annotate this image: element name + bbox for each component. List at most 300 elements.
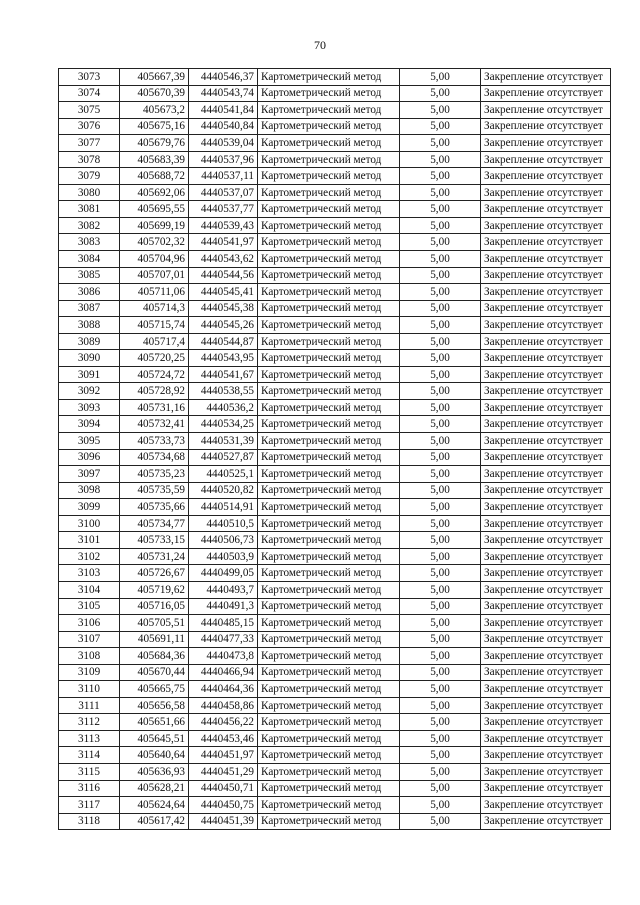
point-number-cell: 3113 — [59, 730, 120, 747]
point-number-cell: 3116 — [59, 780, 120, 797]
accuracy-cell: 5,00 — [400, 548, 481, 565]
fixing-description-cell: Закрепление отсутствует — [481, 85, 611, 102]
table-row — [59, 383, 611, 400]
point-number-cell: 3078 — [59, 151, 120, 168]
point-number-cell: 3075 — [59, 102, 120, 119]
x-coordinate-cell: 405704,96 — [120, 251, 189, 268]
fixing-description-cell: Закрепление отсутствует — [481, 581, 611, 598]
x-coordinate-cell: 405683,39 — [120, 151, 189, 168]
method-cell: Картометрический метод — [258, 763, 400, 780]
table-row — [59, 217, 611, 234]
table-row — [59, 69, 611, 86]
y-coordinate-cell: 4440514,91 — [189, 499, 258, 516]
accuracy-cell: 5,00 — [400, 366, 481, 383]
y-coordinate-cell: 4440485,15 — [189, 615, 258, 632]
page-number: 70 — [314, 38, 326, 52]
x-coordinate-cell: 405636,93 — [120, 763, 189, 780]
table-row — [59, 284, 611, 301]
x-coordinate-cell: 405731,16 — [120, 399, 189, 416]
table-row — [59, 631, 611, 648]
fixing-description-cell: Закрепление отсутствует — [481, 763, 611, 780]
y-coordinate-cell: 4440539,04 — [189, 135, 258, 152]
table-row — [59, 466, 611, 483]
fixing-description-cell: Закрепление отсутствует — [481, 797, 611, 814]
point-number-cell: 3091 — [59, 366, 120, 383]
fixing-description-cell: Закрепление отсутствует — [481, 565, 611, 582]
point-number-cell: 3076 — [59, 118, 120, 135]
table-row — [59, 780, 611, 797]
x-coordinate-cell: 405734,77 — [120, 515, 189, 532]
fixing-description-cell: Закрепление отсутствует — [481, 714, 611, 731]
fixing-description-cell: Закрепление отсутствует — [481, 267, 611, 284]
point-number-cell: 3096 — [59, 449, 120, 466]
table-row — [59, 168, 611, 185]
accuracy-cell: 5,00 — [400, 515, 481, 532]
accuracy-cell: 5,00 — [400, 532, 481, 549]
fixing-description-cell: Закрепление отсутствует — [481, 69, 611, 86]
accuracy-cell: 5,00 — [400, 714, 481, 731]
point-number-cell: 3079 — [59, 168, 120, 185]
x-coordinate-cell: 405719,62 — [120, 581, 189, 598]
accuracy-cell: 5,00 — [400, 664, 481, 681]
fixing-description-cell: Закрепление отсутствует — [481, 201, 611, 218]
point-number-cell: 3081 — [59, 201, 120, 218]
x-coordinate-cell: 405711,06 — [120, 284, 189, 301]
y-coordinate-cell: 4440540,84 — [189, 118, 258, 135]
accuracy-cell: 5,00 — [400, 631, 481, 648]
method-cell: Картометрический метод — [258, 217, 400, 234]
accuracy-cell: 5,00 — [400, 780, 481, 797]
x-coordinate-cell: 405724,72 — [120, 366, 189, 383]
fixing-description-cell: Закрепление отсутствует — [481, 383, 611, 400]
y-coordinate-cell: 4440450,71 — [189, 780, 258, 797]
point-number-cell: 3092 — [59, 383, 120, 400]
fixing-description-cell: Закрепление отсутствует — [481, 664, 611, 681]
point-number-cell: 3118 — [59, 813, 120, 830]
method-cell: Картометрический метод — [258, 747, 400, 764]
fixing-description-cell: Закрепление отсутствует — [481, 151, 611, 168]
method-cell: Картометрический метод — [258, 234, 400, 251]
y-coordinate-cell: 4440544,87 — [189, 333, 258, 350]
table-row — [59, 151, 611, 168]
method-cell: Картометрический метод — [258, 85, 400, 102]
y-coordinate-cell: 4440493,7 — [189, 581, 258, 598]
method-cell: Картометрический метод — [258, 449, 400, 466]
y-coordinate-cell: 4440541,67 — [189, 366, 258, 383]
method-cell: Картометрический метод — [258, 499, 400, 516]
x-coordinate-cell: 405691,11 — [120, 631, 189, 648]
accuracy-cell: 5,00 — [400, 284, 481, 301]
y-coordinate-cell: 4440537,07 — [189, 184, 258, 201]
accuracy-cell: 5,00 — [400, 813, 481, 830]
method-cell: Картометрический метод — [258, 697, 400, 714]
point-number-cell: 3103 — [59, 565, 120, 582]
fixing-description-cell: Закрепление отсутствует — [481, 747, 611, 764]
fixing-description-cell: Закрепление отсутствует — [481, 433, 611, 450]
accuracy-cell: 5,00 — [400, 763, 481, 780]
accuracy-cell: 5,00 — [400, 433, 481, 450]
y-coordinate-cell: 4440543,74 — [189, 85, 258, 102]
fixing-description-cell: Закрепление отсутствует — [481, 449, 611, 466]
x-coordinate-cell: 405726,67 — [120, 565, 189, 582]
point-number-cell: 3101 — [59, 532, 120, 549]
point-number-cell: 3083 — [59, 234, 120, 251]
method-cell: Картометрический метод — [258, 350, 400, 367]
accuracy-cell: 5,00 — [400, 565, 481, 582]
y-coordinate-cell: 4440545,41 — [189, 284, 258, 301]
x-coordinate-cell: 405673,2 — [120, 102, 189, 119]
table-row — [59, 184, 611, 201]
accuracy-cell: 5,00 — [400, 499, 481, 516]
point-number-cell: 3114 — [59, 747, 120, 764]
x-coordinate-cell: 405707,01 — [120, 267, 189, 284]
accuracy-cell: 5,00 — [400, 201, 481, 218]
x-coordinate-cell: 405670,39 — [120, 85, 189, 102]
fixing-description-cell: Закрепление отсутствует — [481, 648, 611, 665]
table-row — [59, 482, 611, 499]
x-coordinate-cell: 405684,36 — [120, 648, 189, 665]
y-coordinate-cell: 4440451,39 — [189, 813, 258, 830]
method-cell: Картометрический метод — [258, 581, 400, 598]
y-coordinate-cell: 4440458,86 — [189, 697, 258, 714]
table-row — [59, 201, 611, 218]
fixing-description-cell: Закрепление отсутствует — [481, 168, 611, 185]
x-coordinate-cell: 405735,66 — [120, 499, 189, 516]
x-coordinate-cell: 405733,15 — [120, 532, 189, 549]
table-row — [59, 135, 611, 152]
accuracy-cell: 5,00 — [400, 747, 481, 764]
accuracy-cell: 5,00 — [400, 416, 481, 433]
table-row — [59, 797, 611, 814]
method-cell: Картометрический метод — [258, 648, 400, 665]
accuracy-cell: 5,00 — [400, 681, 481, 698]
table-row — [59, 813, 611, 830]
x-coordinate-cell: 405715,74 — [120, 317, 189, 334]
method-cell: Картометрический метод — [258, 151, 400, 168]
accuracy-cell: 5,00 — [400, 730, 481, 747]
fixing-description-cell: Закрепление отсутствует — [481, 615, 611, 632]
fixing-description-cell: Закрепление отсутствует — [481, 350, 611, 367]
y-coordinate-cell: 4440525,1 — [189, 466, 258, 483]
table-row — [59, 433, 611, 450]
accuracy-cell: 5,00 — [400, 598, 481, 615]
point-number-cell: 3084 — [59, 251, 120, 268]
x-coordinate-cell: 405624,64 — [120, 797, 189, 814]
method-cell: Картометрический метод — [258, 201, 400, 218]
fixing-description-cell: Закрепление отсутствует — [481, 499, 611, 516]
accuracy-cell: 5,00 — [400, 168, 481, 185]
y-coordinate-cell: 4440531,39 — [189, 433, 258, 450]
x-coordinate-cell: 405731,24 — [120, 548, 189, 565]
point-number-cell: 3108 — [59, 648, 120, 665]
table-row — [59, 251, 611, 268]
y-coordinate-cell: 4440451,97 — [189, 747, 258, 764]
fixing-description-cell: Закрепление отсутствует — [481, 631, 611, 648]
fixing-description-cell: Закрепление отсутствует — [481, 366, 611, 383]
accuracy-cell: 5,00 — [400, 300, 481, 317]
y-coordinate-cell: 4440520,82 — [189, 482, 258, 499]
y-coordinate-cell: 4440537,77 — [189, 201, 258, 218]
x-coordinate-cell: 405717,4 — [120, 333, 189, 350]
x-coordinate-cell: 405695,55 — [120, 201, 189, 218]
y-coordinate-cell: 4440503,9 — [189, 548, 258, 565]
point-number-cell: 3077 — [59, 135, 120, 152]
accuracy-cell: 5,00 — [400, 581, 481, 598]
y-coordinate-cell: 4440456,22 — [189, 714, 258, 731]
table-row — [59, 366, 611, 383]
fixing-description-cell: Закрепление отсутствует — [481, 118, 611, 135]
point-number-cell: 3085 — [59, 267, 120, 284]
table-row — [59, 664, 611, 681]
y-coordinate-cell: 4440536,2 — [189, 399, 258, 416]
table-row — [59, 615, 611, 632]
table-row — [59, 416, 611, 433]
x-coordinate-cell: 405651,66 — [120, 714, 189, 731]
x-coordinate-cell: 405735,23 — [120, 466, 189, 483]
method-cell: Картометрический метод — [258, 267, 400, 284]
point-number-cell: 3106 — [59, 615, 120, 632]
accuracy-cell: 5,00 — [400, 797, 481, 814]
y-coordinate-cell: 4440537,96 — [189, 151, 258, 168]
fixing-description-cell: Закрепление отсутствует — [481, 780, 611, 797]
fixing-description-cell: Закрепление отсутствует — [481, 416, 611, 433]
x-coordinate-cell: 405692,06 — [120, 184, 189, 201]
method-cell: Картометрический метод — [258, 383, 400, 400]
fixing-description-cell: Закрепление отсутствует — [481, 466, 611, 483]
y-coordinate-cell: 4440543,95 — [189, 350, 258, 367]
point-number-cell: 3088 — [59, 317, 120, 334]
x-coordinate-cell: 405733,73 — [120, 433, 189, 450]
table-row — [59, 300, 611, 317]
method-cell: Картометрический метод — [258, 482, 400, 499]
x-coordinate-cell: 405656,58 — [120, 697, 189, 714]
x-coordinate-cell: 405699,19 — [120, 217, 189, 234]
point-number-cell: 3117 — [59, 797, 120, 814]
fixing-description-cell: Закрепление отсутствует — [481, 251, 611, 268]
point-number-cell: 3090 — [59, 350, 120, 367]
point-number-cell: 3093 — [59, 399, 120, 416]
fixing-description-cell: Закрепление отсутствует — [481, 515, 611, 532]
accuracy-cell: 5,00 — [400, 333, 481, 350]
table-row — [59, 763, 611, 780]
accuracy-cell: 5,00 — [400, 383, 481, 400]
table-row — [59, 267, 611, 284]
y-coordinate-cell: 4440546,37 — [189, 69, 258, 86]
fixing-description-cell: Закрепление отсутствует — [481, 217, 611, 234]
x-coordinate-cell: 405667,39 — [120, 69, 189, 86]
table-row — [59, 499, 611, 516]
y-coordinate-cell: 4440450,75 — [189, 797, 258, 814]
fixing-description-cell: Закрепление отсутствует — [481, 548, 611, 565]
table-row — [59, 747, 611, 764]
y-coordinate-cell: 4440537,11 — [189, 168, 258, 185]
accuracy-cell: 5,00 — [400, 234, 481, 251]
table-row — [59, 449, 611, 466]
point-number-cell: 3089 — [59, 333, 120, 350]
point-number-cell: 3098 — [59, 482, 120, 499]
y-coordinate-cell: 4440464,36 — [189, 681, 258, 698]
table-row — [59, 399, 611, 416]
x-coordinate-cell: 405670,44 — [120, 664, 189, 681]
accuracy-cell: 5,00 — [400, 251, 481, 268]
table-row — [59, 581, 611, 598]
y-coordinate-cell: 4440451,29 — [189, 763, 258, 780]
x-coordinate-cell: 405728,92 — [120, 383, 189, 400]
point-number-cell: 3112 — [59, 714, 120, 731]
x-coordinate-cell: 405640,64 — [120, 747, 189, 764]
method-cell: Картометрический метод — [258, 681, 400, 698]
method-cell: Картометрический метод — [258, 333, 400, 350]
table-row — [59, 317, 611, 334]
table-row — [59, 234, 611, 251]
accuracy-cell: 5,00 — [400, 267, 481, 284]
accuracy-cell: 5,00 — [400, 184, 481, 201]
coordinates-table — [58, 68, 611, 830]
table-row — [59, 118, 611, 135]
method-cell: Картометрический метод — [258, 168, 400, 185]
table-row — [59, 102, 611, 119]
x-coordinate-cell: 405645,51 — [120, 730, 189, 747]
point-number-cell: 3086 — [59, 284, 120, 301]
accuracy-cell: 5,00 — [400, 449, 481, 466]
table-row — [59, 648, 611, 665]
y-coordinate-cell: 4440541,84 — [189, 102, 258, 119]
table-row — [59, 548, 611, 565]
y-coordinate-cell: 4440453,46 — [189, 730, 258, 747]
fixing-description-cell: Закрепление отсутствует — [481, 300, 611, 317]
accuracy-cell: 5,00 — [400, 482, 481, 499]
method-cell: Картометрический метод — [258, 399, 400, 416]
y-coordinate-cell: 4440541,97 — [189, 234, 258, 251]
fixing-description-cell: Закрепление отсутствует — [481, 333, 611, 350]
point-number-cell: 3099 — [59, 499, 120, 516]
accuracy-cell: 5,00 — [400, 648, 481, 665]
method-cell: Картометрический метод — [258, 284, 400, 301]
table-row — [59, 598, 611, 615]
point-number-cell: 3115 — [59, 763, 120, 780]
x-coordinate-cell: 405735,59 — [120, 482, 189, 499]
fixing-description-cell: Закрепление отсутствует — [481, 598, 611, 615]
method-cell: Картометрический метод — [258, 433, 400, 450]
y-coordinate-cell: 4440534,25 — [189, 416, 258, 433]
method-cell: Картометрический метод — [258, 300, 400, 317]
y-coordinate-cell: 4440491,3 — [189, 598, 258, 615]
point-number-cell: 3100 — [59, 515, 120, 532]
method-cell: Картометрический метод — [258, 416, 400, 433]
y-coordinate-cell: 4440510,5 — [189, 515, 258, 532]
accuracy-cell: 5,00 — [400, 399, 481, 416]
x-coordinate-cell: 405665,75 — [120, 681, 189, 698]
point-number-cell: 3073 — [59, 69, 120, 86]
x-coordinate-cell: 405628,21 — [120, 780, 189, 797]
x-coordinate-cell: 405702,32 — [120, 234, 189, 251]
method-cell: Картометрический метод — [258, 135, 400, 152]
y-coordinate-cell: 4440499,05 — [189, 565, 258, 582]
point-number-cell: 3087 — [59, 300, 120, 317]
table-row — [59, 681, 611, 698]
accuracy-cell: 5,00 — [400, 151, 481, 168]
table-row — [59, 730, 611, 747]
point-number-cell: 3082 — [59, 217, 120, 234]
fixing-description-cell: Закрепление отсутствует — [481, 102, 611, 119]
x-coordinate-cell: 405679,76 — [120, 135, 189, 152]
accuracy-cell: 5,00 — [400, 697, 481, 714]
point-number-cell: 3094 — [59, 416, 120, 433]
table-row — [59, 350, 611, 367]
fixing-description-cell: Закрепление отсутствует — [481, 234, 611, 251]
method-cell: Картометрический метод — [258, 664, 400, 681]
y-coordinate-cell: 4440544,56 — [189, 267, 258, 284]
table-row — [59, 333, 611, 350]
table-row — [59, 714, 611, 731]
y-coordinate-cell: 4440506,73 — [189, 532, 258, 549]
point-number-cell: 3074 — [59, 85, 120, 102]
method-cell: Картометрический метод — [258, 466, 400, 483]
accuracy-cell: 5,00 — [400, 317, 481, 334]
method-cell: Картометрический метод — [258, 615, 400, 632]
method-cell: Картометрический метод — [258, 118, 400, 135]
fixing-description-cell: Закрепление отсутствует — [481, 813, 611, 830]
x-coordinate-cell: 405617,42 — [120, 813, 189, 830]
x-coordinate-cell: 405675,16 — [120, 118, 189, 135]
method-cell: Картометрический метод — [258, 780, 400, 797]
point-number-cell: 3102 — [59, 548, 120, 565]
fixing-description-cell: Закрепление отсутствует — [481, 532, 611, 549]
accuracy-cell: 5,00 — [400, 217, 481, 234]
point-number-cell: 3109 — [59, 664, 120, 681]
fixing-description-cell: Закрепление отсутствует — [481, 482, 611, 499]
fixing-description-cell: Закрепление отсутствует — [481, 681, 611, 698]
x-coordinate-cell: 405688,72 — [120, 168, 189, 185]
point-number-cell: 3104 — [59, 581, 120, 598]
x-coordinate-cell: 405714,3 — [120, 300, 189, 317]
x-coordinate-cell: 405732,41 — [120, 416, 189, 433]
point-number-cell: 3105 — [59, 598, 120, 615]
method-cell: Картометрический метод — [258, 813, 400, 830]
method-cell: Картометрический метод — [258, 714, 400, 731]
accuracy-cell: 5,00 — [400, 118, 481, 135]
y-coordinate-cell: 4440466,94 — [189, 664, 258, 681]
method-cell: Картометрический метод — [258, 730, 400, 747]
y-coordinate-cell: 4440539,43 — [189, 217, 258, 234]
method-cell: Картометрический метод — [258, 598, 400, 615]
table-body — [59, 69, 611, 830]
fixing-description-cell: Закрепление отсутствует — [481, 184, 611, 201]
x-coordinate-cell: 405734,68 — [120, 449, 189, 466]
accuracy-cell: 5,00 — [400, 350, 481, 367]
table-row — [59, 565, 611, 582]
x-coordinate-cell: 405716,05 — [120, 598, 189, 615]
x-coordinate-cell: 405720,25 — [120, 350, 189, 367]
fixing-description-cell: Закрепление отсутствует — [481, 135, 611, 152]
y-coordinate-cell: 4440543,62 — [189, 251, 258, 268]
y-coordinate-cell: 4440545,26 — [189, 317, 258, 334]
method-cell: Картометрический метод — [258, 631, 400, 648]
method-cell: Картометрический метод — [258, 251, 400, 268]
accuracy-cell: 5,00 — [400, 85, 481, 102]
method-cell: Картометрический метод — [258, 532, 400, 549]
accuracy-cell: 5,00 — [400, 69, 481, 86]
method-cell: Картометрический метод — [258, 102, 400, 119]
table-row — [59, 515, 611, 532]
fixing-description-cell: Закрепление отсутствует — [481, 730, 611, 747]
point-number-cell: 3111 — [59, 697, 120, 714]
y-coordinate-cell: 4440527,87 — [189, 449, 258, 466]
accuracy-cell: 5,00 — [400, 615, 481, 632]
y-coordinate-cell: 4440473,8 — [189, 648, 258, 665]
method-cell: Картометрический метод — [258, 515, 400, 532]
fixing-description-cell: Закрепление отсутствует — [481, 284, 611, 301]
